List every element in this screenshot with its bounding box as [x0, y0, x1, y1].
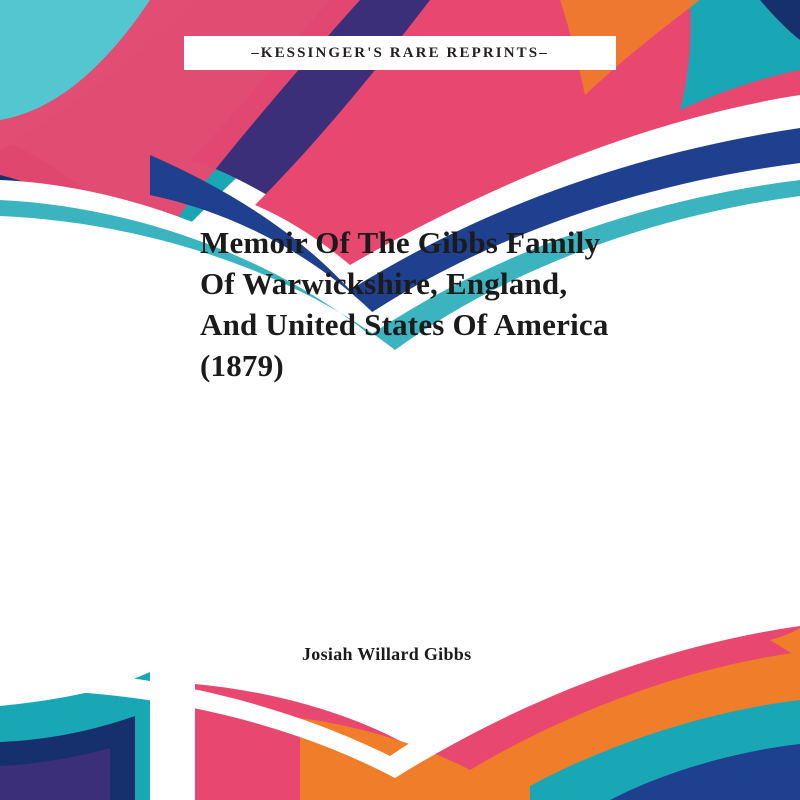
- title-line-4: (1879): [200, 348, 284, 383]
- publisher-imprint-text: –KESSINGER'S RARE REPRINTS–: [251, 44, 549, 61]
- title-line-3: And United States Of America: [200, 307, 609, 342]
- title-line-2: Of Warwickshire, England,: [200, 266, 568, 301]
- author-name: Josiah Willard Gibbs: [302, 644, 472, 664]
- title-line-1: Memoir Of The Gibbs Family: [200, 225, 601, 260]
- publisher-imprint-bar: [184, 36, 616, 70]
- book-author: [302, 644, 722, 665]
- book-title: [200, 222, 640, 386]
